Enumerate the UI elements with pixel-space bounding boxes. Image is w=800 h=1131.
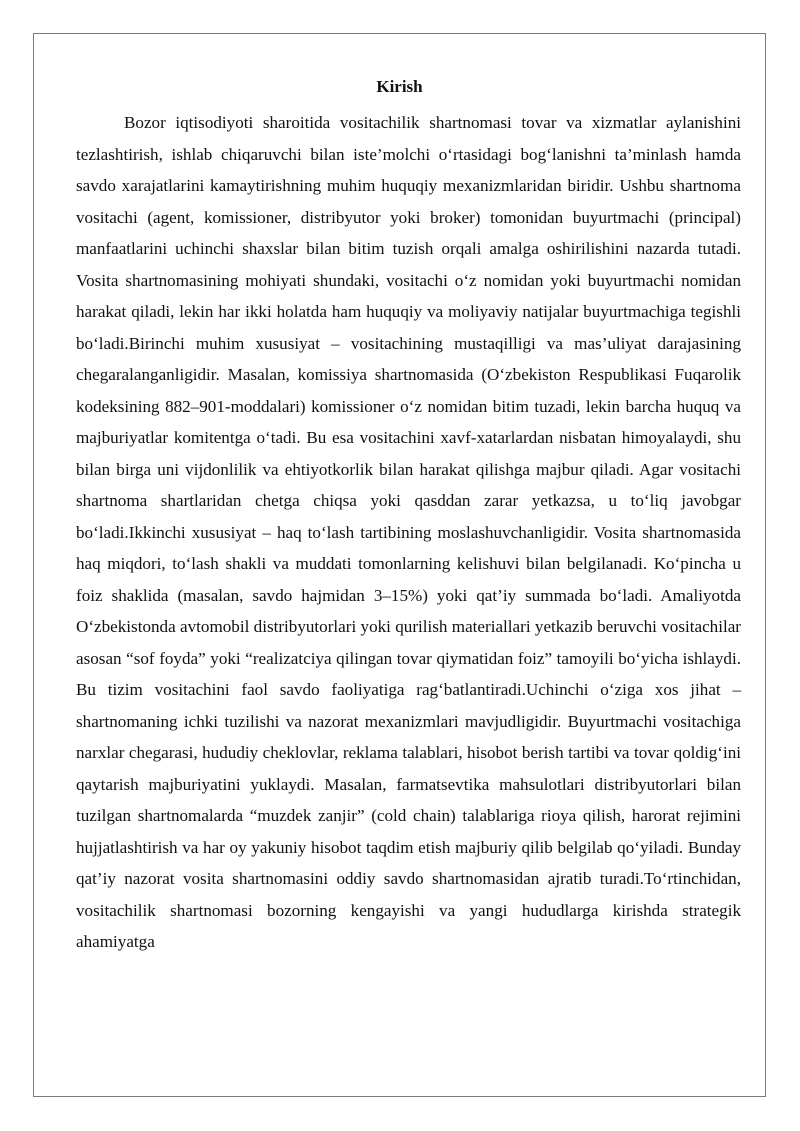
page-title: Kirish [376,77,423,96]
body-paragraph: Bozor iqtisodiyoti sharoitida vositachilik shartnomasi tovar va xizmatlar aylanishini tezlashtirish, ishlab chiqaruvchi bilan iste’molchi o‘rtasidagi bog‘lanishni ta’minlash hamda savdo xarajatlarini kamaytirishning muhim huquqiy mexanizmlaridan biridir. Ushbu shartnoma vositachi (agent, komissioner, distribyutor yoki broker) tomonidan buyurtmachi (principal) manfaatlarini uchinchi shaxslar bilan bitim tuzish orqali amalga oshirilishini nazarda tutadi. Vosita shartnomasining mohiyati shundaki, vositachi o‘z nomidan yoki buyurtmachi nomidan harakat qiladi, lekin har ikki holatda ham huquqiy va moliyaviy natijalar buyurtmachiga tegishli bo‘ladi.Birinchi muhim xususiyat – vositachining mustaqilligi va mas’uliyat darajasining chegaralanganligidir. Masalan, komissiya shartnomasida (O‘zbekiston Respublikasi Fuqarolik kodeksining 882–901-moddalari) komissioner o‘z nomidan bitim tuzadi, lekin barcha huquq va majburiyatlar komitentga o‘tadi. Bu esa vositachini xavf-xatarlardan nisbatan himoyalaydi, shu bilan birga uni vijdonlilik va ehtiyotkorlik bilan harakat qilishga majbur qiladi. Agar vositachi shartnoma shartlaridan chetga chiqsa yoki qasddan zarar yetkazsa, u to‘liq javobgar bo‘ladi.Ikkinchi xususiyat – haq to‘lash tartibining moslashuvchanligidir. Vosita shartnomasida haq miqdori, to‘lash shakli va muddati tomonlarning kelishuvi bilan belgilanadi. Ko‘pincha u foiz shaklida (masalan, savdo hajmidan 3–15%) yoki qat’iy summada bo‘ladi. Amaliyotda O‘zbekistonda avtomobil distribyutorlari yoki qurilish materiallari yetkazib beruvchi vositachilar asosan “sof foyda” yoki “realizatciya qilingan tovar qiymatidan foiz” tamoyili bo‘yicha ishlaydi. Bu tizim vositachini faol savdo faoliyatiga rag‘batlantiradi.Uchinchi o‘ziga xos jihat – shartnomaning ichki tuzilishi va nazorat mexanizmlari mavjudligidir. Buyurtmachi vositachiga narxlar chegarasi, hududiy cheklovlar, reklama talablari, hisobot berish tartibi va tovar qoldig‘ini qaytarish majburiyatini yuklaydi. Masalan, farmatsevtika mahsulotlari distribyutorlari bilan tuzilgan shartnomalarda “muzdek zanjir” (cold chain) talablariga rioya qilish, harorat rejimini hujjatlashtirish va har oy yakuniy hisobot taqdim etish majburiy qilib belgilab qo‘yiladi. Bunday qat’iy nazorat vosita shartnomasini oddiy savdo shartnomasidan ajratib turadi.To‘rtinchidan, vositachilik shartnomasi bozorning kengayishi va yangi hududlarga kirishda strategik ahamiyatga [76,113,741,951]
